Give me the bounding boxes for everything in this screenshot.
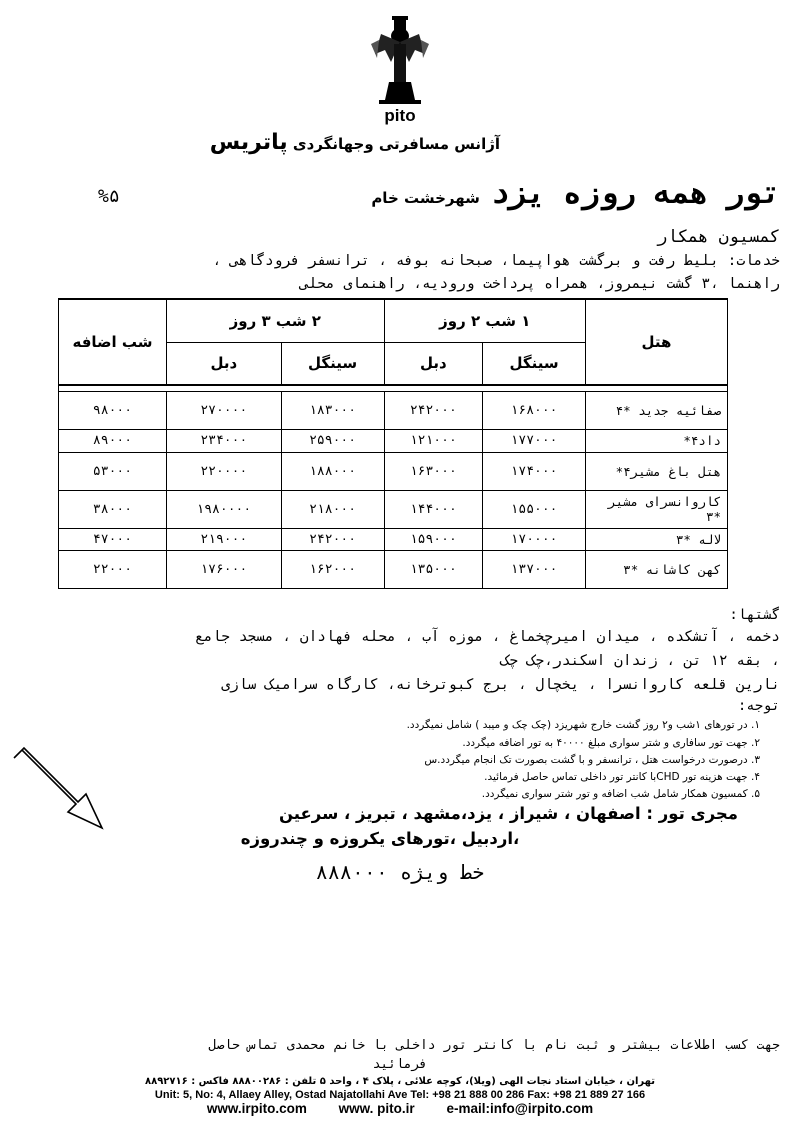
price-cell: ۱۶۲۰۰۰ xyxy=(281,550,384,588)
hotel-name: کهن کاشانه *۳ xyxy=(586,550,728,588)
price-cell: ۱۷۶۰۰۰ xyxy=(167,550,282,588)
hotel-name: هتل باغ مشیر۴* xyxy=(586,452,728,490)
charter-line-1: مجری تور : اصفهان ، شیراز ، یزد،مشهد ، تبریز ، سرعین xyxy=(278,804,738,823)
table-row xyxy=(59,528,728,550)
price-cell: ۱۷۰۰۰۰ xyxy=(483,528,586,550)
agency-brand: پاتریس xyxy=(209,130,288,155)
website-link[interactable]: www. pito.ir xyxy=(338,1101,415,1116)
contact-line-2: فرمائید xyxy=(372,1057,428,1072)
single-header: سینگل xyxy=(483,342,586,385)
price-cell: ۱۵۵۰۰۰ xyxy=(483,490,586,528)
services-line-2: راهنما ،۳ گشت نیمروز، همراه پرداخت ورودیه، راهنمای محلی xyxy=(299,276,780,292)
package-1n2d-header: ۱ شب ۲ روز xyxy=(384,299,585,342)
hotel-name: داد۴* xyxy=(586,429,728,452)
arrow-icon xyxy=(8,744,108,834)
hotline: خط ویژه ۸۸۸۰۰۰ xyxy=(315,860,485,884)
table-row xyxy=(59,391,728,429)
price-cell: ۹۸۰۰۰ xyxy=(59,391,167,429)
page-title-main: تور همه روزه یزد xyxy=(491,176,780,211)
price-cell: ۱۵۹۰۰۰ xyxy=(384,528,483,550)
page-title-sub: شهرخشت خام xyxy=(371,189,480,207)
website-link[interactable]: www.irpito.com xyxy=(206,1101,307,1116)
price-cell: ۱۳۵۰۰۰ xyxy=(384,550,483,588)
note-item: ۵. کمسیون همکار شامل شب اضافه و تور شتر سواری نمیگردد. xyxy=(481,788,760,800)
package-2n3d-header: ۲ شب ۳ روز xyxy=(167,299,385,342)
single-header: سینگل xyxy=(281,342,384,385)
price-cell: ۱۲۱۰۰۰ xyxy=(384,429,483,452)
agency-name-prefix: آژانس مسافرتی وجهانگردی xyxy=(292,135,500,153)
price-cell: ۱۷۷۰۰۰ xyxy=(483,429,586,452)
price-cell: ۲۵۹۰۰۰ xyxy=(281,429,384,452)
commission-percent: %۵ xyxy=(98,186,120,207)
table-row xyxy=(59,490,728,528)
price-cell: ۱۸۸۰۰۰ xyxy=(281,452,384,490)
table-row xyxy=(59,452,728,490)
table-row xyxy=(59,429,728,452)
footer-links xyxy=(80,1101,720,1116)
title-row xyxy=(20,176,780,226)
tours-line-2: ، بقه ۱۲ تن ، زندان اسکندر،چک چک xyxy=(500,653,780,669)
price-table xyxy=(58,298,728,589)
price-cell: ۲۳۴۰۰۰ xyxy=(167,429,282,452)
double-header: دبل xyxy=(384,342,483,385)
note-item: ۲. جهت تور سافاری و شتر سواری مبلغ ۴۰۰۰۰ به تور اضافه میگردد. xyxy=(462,737,760,749)
tours-line-3: نارین قلعه کاروانسرا ، یخچال ، برج کبوترخانه، کارگاه سرامیک سازی xyxy=(221,677,780,693)
tours-label: گشتها: xyxy=(729,607,780,623)
price-cell: ۱۷۴۰۰۰ xyxy=(483,452,586,490)
price-cell: ۲۷۰۰۰۰ xyxy=(167,391,282,429)
price-cell: ۲۱۹۰۰۰ xyxy=(167,528,282,550)
hotel-name: لاله *۳ xyxy=(586,528,728,550)
price-cell: ۴۷۰۰۰ xyxy=(59,528,167,550)
agency-name xyxy=(209,130,500,155)
contact-line-1: جهت کسب اطلاعات بیشتر و ثبت نام با کانتر تور داخلی با خانم محمدی تماس حاصل xyxy=(208,1038,780,1053)
hotel-column-header: هتل xyxy=(586,299,728,385)
notes-label: توجه: xyxy=(737,698,780,714)
table-row xyxy=(59,550,728,588)
tours-line-1: دخمه ، آتشکده ، میدان امیرچخماغ ، موزه آب ، محله فهادان ، مسجد جامع xyxy=(195,629,780,645)
page-title xyxy=(371,176,780,211)
company-logo xyxy=(209,14,500,164)
logo-text-en: pito xyxy=(384,106,416,125)
price-cell: ۵۳۰۰۰ xyxy=(59,452,167,490)
note-item: ۳. درصورت درخواست هتل ، ترانسفر و با گشت بصورت تک انجام میگردد.س xyxy=(424,754,760,766)
address-fa: تهران ، خیابان استاد نجات الهی (ویلا)، کوچه علائی ، پلاک ۴ ، واحد ۵ تلفن : ۸۸۸۰۰۲۸۶ فاکس : ۸۸۹۲۷۱۶ xyxy=(144,1076,655,1087)
services-line-1: خدمات: بلیط رفت و برگشت هواپیما، صبحانه بوفه ، ترانسفر فرودگاهی ، xyxy=(212,253,780,269)
price-cell: ۲۱۸۰۰۰ xyxy=(281,490,384,528)
double-header: دبل xyxy=(167,342,282,385)
price-cell: ۲۲۰۰۰ xyxy=(59,550,167,588)
price-cell: ۳۸۰۰۰ xyxy=(59,490,167,528)
hotel-name: کاروانسرای مشیر *۳ xyxy=(586,490,728,528)
lamassu-logo-icon xyxy=(365,14,435,106)
price-cell: ۲۴۲۰۰۰ xyxy=(281,528,384,550)
commission-label: کمسیون همکار xyxy=(657,227,780,247)
price-cell: ۸۹۰۰۰ xyxy=(59,429,167,452)
price-cell: ۱۴۴۰۰۰ xyxy=(384,490,483,528)
price-cell: ۱۶۳۰۰۰ xyxy=(384,452,483,490)
price-cell: ۱۹۸۰۰۰۰ xyxy=(167,490,282,528)
price-cell: ۱۸۳۰۰۰ xyxy=(281,391,384,429)
charter-line-2: ،اردبیل ،تورهای یکروزه و چندروزه xyxy=(240,829,520,848)
price-cell: ۱۶۸۰۰۰ xyxy=(483,391,586,429)
note-item: ۱. در تورهای ۱شب و۲ روز گشت خارج شهریزد (چک چک و میبد ) شامل نمیگردد. xyxy=(406,719,760,731)
hotel-name: صفائیه جدید *۴ xyxy=(586,391,728,429)
note-item: ۴. جهت هزینه تور CHDبا کانتر تور داخلی تماس حاصل فرمائید. xyxy=(484,771,760,783)
email-link[interactable]: e-mail:info@irpito.com xyxy=(446,1101,594,1116)
address-en: Unit: 5, No: 4, Allaey Alley, Ostad Najatollahi Ave Tel: +98 21 888 00 286 Fax: +98 21 889 27 166 xyxy=(154,1089,646,1101)
price-cell: ۱۳۷۰۰۰ xyxy=(483,550,586,588)
price-cell: ۲۴۲۰۰۰ xyxy=(384,391,483,429)
extra-night-header: شب اضافه xyxy=(59,299,167,385)
price-cell: ۲۲۰۰۰۰ xyxy=(167,452,282,490)
